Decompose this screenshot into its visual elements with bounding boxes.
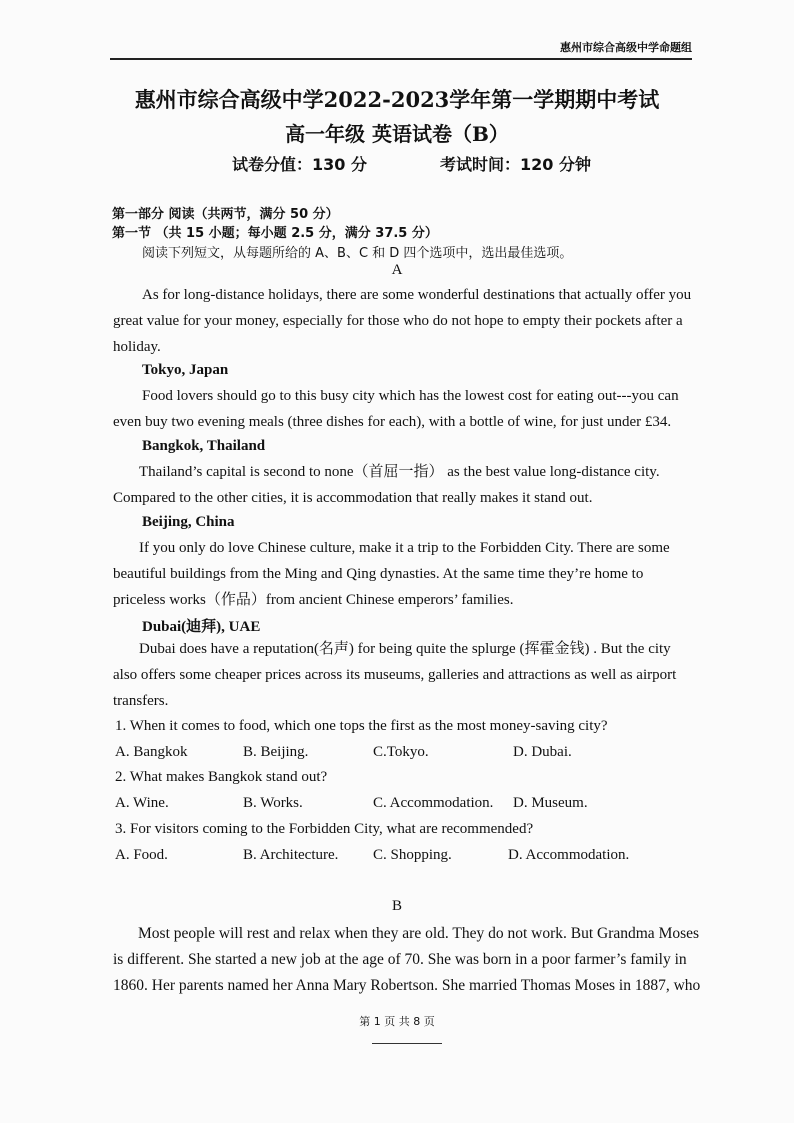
page-number: 第 1 页 共 8 页 <box>359 1015 435 1028</box>
footer-rule <box>372 1043 442 1044</box>
q1-option-a: A. Bangkok <box>115 744 188 760</box>
q2-option-a: A. Wine. <box>115 795 169 811</box>
section-heading: 第一节 （共 15 小题；每小题 2.5 分，满分 37.5 分） <box>112 226 438 241</box>
q3-option-d: D. Accommodation. <box>508 847 630 863</box>
q1-option-d: D. Dubai. <box>513 744 572 760</box>
question-3: 3. For visitors coming to the Forbidden City, what are recommended? <box>115 821 534 837</box>
q2-option-d: D. Museum. <box>513 795 588 811</box>
passage-b-line-1: Most people will rest and relax when they are old. They do not work. But Grandma Moses <box>138 925 700 942</box>
bangkok-text-2: Compared to the other cities, it is accommodation that really makes it stand out. <box>113 490 593 506</box>
passage-b-line-2: is different. She started a new job at the age of 70. She was born in a poor farmer’s family in <box>113 951 687 968</box>
tokyo-text-1: Food lovers should go to this busy city which has the lowest cost for eating out---you can <box>142 388 679 404</box>
tokyo-heading: Tokyo, Japan <box>142 362 229 378</box>
q2-option-b: B. Works. <box>243 795 303 811</box>
q2-option-c: C. Accommodation. <box>373 795 494 811</box>
dubai-text-1: Dubai does have a reputation(名声) for being quite the splurge (挥霍金钱) . But the city <box>139 641 671 657</box>
tokyo-text-2: even buy two evening meals (three dishes for each), with a bottle of wine, for just under £34. <box>113 414 672 430</box>
bangkok-heading: Bangkok, Thailand <box>142 438 266 454</box>
passage-a-intro-3: holiday. <box>113 339 161 355</box>
dubai-text-3: transfers. <box>113 693 169 709</box>
beijing-heading: Beijing, China <box>142 514 235 530</box>
header-rule <box>110 58 692 60</box>
q3-option-b: B. Architecture. <box>243 847 339 863</box>
exam-subtitle: 高一年级 英语试卷（B） <box>285 122 509 146</box>
beijing-text-1: If you only do love Chinese culture, make it a trip to the Forbidden City. There are some <box>139 540 670 556</box>
exam-title: 惠州市综合高级中学2022-2023学年第一学期期中考试 <box>134 87 660 112</box>
exam-score: 试卷分值：130 分 <box>232 155 367 174</box>
q1-option-b: B. Beijing. <box>243 744 309 760</box>
beijing-text-3: priceless works（作品）from ancient Chinese emperors’ families. <box>113 592 514 608</box>
question-2: 2. What makes Bangkok stand out? <box>115 769 328 785</box>
q3-option-c: C. Shopping. <box>373 847 452 863</box>
part-heading: 第一部分 阅读（共两节，满分 50 分） <box>112 207 339 222</box>
bangkok-text-1: Thailand’s capital is second to none（首屈一指） as the best value long-distance city. <box>139 464 660 480</box>
passage-b-label: B <box>391 898 402 914</box>
beijing-text-2: beautiful buildings from the Ming and Qing dynasties. At the same time they’re home to <box>113 566 644 582</box>
question-1: 1. When it comes to food, which one tops the first as the most money-saving city? <box>115 718 608 734</box>
passage-a-label: A <box>391 262 403 278</box>
q3-option-a: A. Food. <box>115 847 168 863</box>
header-organization: 惠州市综合高级中学命题组 <box>560 41 692 54</box>
q1-option-c: C.Tokyo. <box>373 744 429 760</box>
dubai-text-2: also offers some cheaper prices across its museums, galleries and attractions as well as airport <box>113 667 677 683</box>
passage-a-intro-2: great value for your money, especially for those who do not hope to empty their pockets after a <box>113 313 683 329</box>
passage-a-intro-1: As for long-distance holidays, there are some wonderful destinations that actually offer you <box>142 287 692 303</box>
passage-b-line-3: 1860. Her parents named her Anna Mary Robertson. She married Thomas Moses in 1887, who <box>113 977 701 994</box>
instruction: 阅读下列短文，从每题所给的 A、B、C 和 D 四个选项中，选出最佳选项。 <box>142 246 573 261</box>
exam-time: 考试时间：120 分钟 <box>440 155 591 174</box>
dubai-heading: Dubai(迪拜), UAE <box>142 619 261 635</box>
